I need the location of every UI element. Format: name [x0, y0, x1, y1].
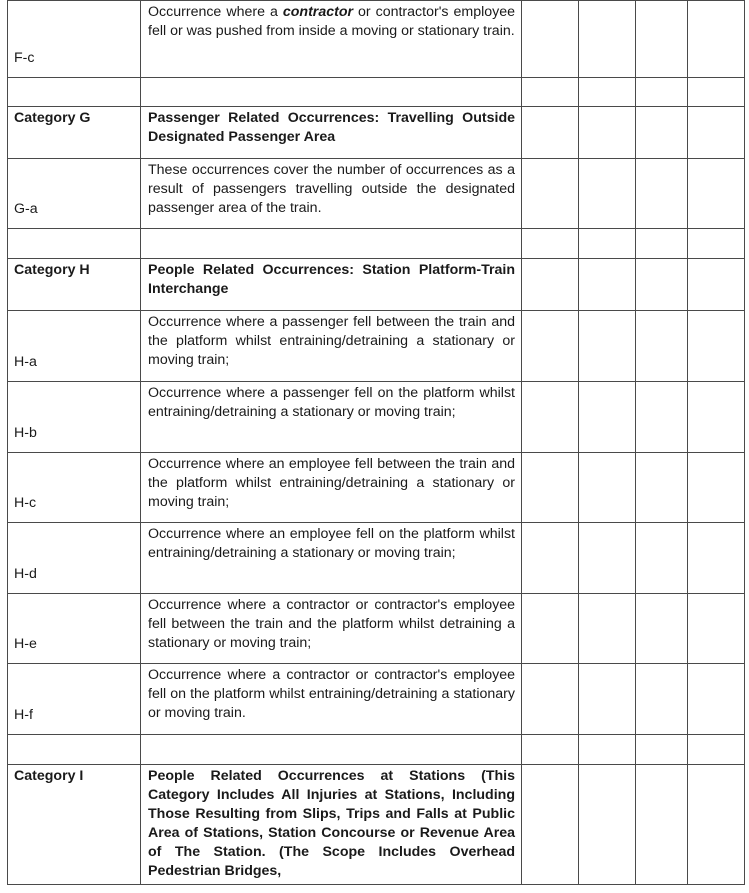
category-title: Passenger Related Occurrences: Travelling Outside Designated Passenger Area	[148, 110, 515, 145]
category-title-cell	[141, 259, 522, 311]
row-description: Occurrence where a passenger fell on the platform whilst entraining/detraining a stationary or moving train;	[148, 385, 515, 420]
row-code-cell	[8, 382, 141, 453]
blank-cell	[522, 735, 579, 765]
row-code: G-a	[14, 201, 38, 217]
row-code: F-c	[14, 50, 35, 66]
row-description-cell	[141, 311, 522, 382]
row-description-cell	[141, 382, 522, 453]
row-description: Occurrence where a passenger fell between the train and the platform whilst entraining/detraining a stationary or moving train;	[148, 314, 515, 368]
spacer-row	[8, 735, 745, 765]
row-code-cell	[8, 311, 141, 382]
row-code-cell	[8, 453, 141, 523]
blank-cell	[141, 229, 522, 259]
row-code-cell	[8, 664, 141, 735]
category-title-cell	[141, 765, 522, 885]
blank-cell	[579, 382, 636, 453]
row-code: H-e	[14, 636, 37, 652]
blank-cell	[636, 311, 688, 382]
row-description-cell	[141, 453, 522, 523]
table-row	[8, 453, 745, 523]
spacer-row	[8, 78, 745, 107]
row-code: H-f	[14, 707, 33, 723]
table-row	[8, 382, 745, 453]
blank-cell	[579, 311, 636, 382]
blank-cell	[636, 78, 688, 107]
blank-cell	[522, 1, 579, 78]
blank-cell	[579, 523, 636, 594]
row-description-cell	[141, 664, 522, 735]
row-code: H-c	[14, 495, 37, 511]
blank-cell	[522, 664, 579, 735]
blank-cell	[688, 523, 745, 594]
category-row	[8, 107, 745, 159]
row-description: Occurrence where a contractor or contractor's employee fell on the platform whilst entraining/detraining a stationary or moving train.	[148, 667, 515, 721]
category-code-cell	[8, 259, 141, 311]
category-code: Category G	[14, 110, 91, 126]
blank-cell	[688, 78, 745, 107]
blank-cell	[141, 735, 522, 765]
blank-cell	[579, 259, 636, 311]
blank-cell	[688, 229, 745, 259]
blank-cell	[688, 259, 745, 311]
category-code-cell	[8, 107, 141, 159]
blank-cell	[636, 382, 688, 453]
blank-cell	[688, 453, 745, 523]
table-row	[8, 523, 745, 594]
blank-cell	[636, 259, 688, 311]
row-code-cell	[8, 594, 141, 664]
blank-cell	[579, 159, 636, 229]
category-code: Category I	[14, 768, 84, 784]
blank-cell	[8, 78, 141, 107]
row-description: Occurrence where a contractor or contractor's employee fell between the train and the platform whilst detraining a stationary or moving train;	[148, 597, 515, 651]
blank-cell	[688, 664, 745, 735]
table-row	[8, 311, 745, 382]
blank-cell	[688, 311, 745, 382]
blank-cell	[636, 159, 688, 229]
row-code-cell	[8, 159, 141, 229]
category-row	[8, 765, 745, 885]
blank-cell	[688, 382, 745, 453]
row-description: These occurrences cover the number of occurrences as a result of passengers travelling outside the designated passenger area of the train.	[148, 162, 515, 216]
blank-cell	[522, 453, 579, 523]
blank-cell	[636, 1, 688, 78]
blank-cell	[579, 594, 636, 664]
blank-cell	[636, 453, 688, 523]
blank-cell	[636, 107, 688, 159]
category-row	[8, 259, 745, 311]
blank-cell	[636, 594, 688, 664]
blank-cell	[522, 382, 579, 453]
blank-cell	[522, 159, 579, 229]
table-row	[8, 664, 745, 735]
row-description-cell	[141, 594, 522, 664]
row-description-cell	[141, 159, 522, 229]
row-code: H-b	[14, 425, 37, 441]
blank-cell	[8, 735, 141, 765]
row-code: H-a	[14, 354, 37, 370]
row-code-cell	[8, 523, 141, 594]
blank-cell	[579, 664, 636, 735]
blank-cell	[688, 159, 745, 229]
row-description-end: or contractor's employee fell or was pushed from inside a moving or stationary train.	[148, 4, 516, 39]
blank-cell	[522, 107, 579, 159]
blank-cell	[522, 78, 579, 107]
blank-cell	[579, 735, 636, 765]
blank-cell	[688, 107, 745, 159]
blank-cell	[522, 765, 579, 885]
row-code: H-d	[14, 566, 37, 582]
blank-cell	[636, 229, 688, 259]
blank-cell	[688, 1, 745, 78]
category-code-cell	[8, 765, 141, 885]
occurrence-category-table	[7, 0, 745, 885]
blank-cell	[579, 1, 636, 78]
table-row	[8, 159, 745, 229]
category-title-cell	[141, 107, 522, 159]
blank-cell	[688, 765, 745, 885]
blank-cell	[141, 78, 522, 107]
row-description-start: Occurrence where a	[148, 4, 283, 20]
blank-cell	[8, 229, 141, 259]
table-row	[8, 1, 745, 78]
blank-cell	[522, 229, 579, 259]
blank-cell	[522, 259, 579, 311]
blank-cell	[636, 523, 688, 594]
spacer-row	[8, 229, 745, 259]
category-title: People Related Occurrences: Station Platform-Train Interchange	[148, 262, 515, 297]
blank-cell	[688, 735, 745, 765]
blank-cell	[688, 594, 745, 664]
blank-cell	[579, 765, 636, 885]
blank-cell	[579, 229, 636, 259]
blank-cell	[522, 523, 579, 594]
blank-cell	[579, 78, 636, 107]
row-code-cell	[8, 1, 141, 78]
row-description-emphasis: contractor	[282, 4, 354, 20]
row-description: Occurrence where an employee fell on the platform whilst entraining/detraining a stationary or moving train;	[148, 526, 515, 561]
row-description-cell	[141, 1, 522, 78]
blank-cell	[636, 735, 688, 765]
blank-cell	[636, 664, 688, 735]
table-row	[8, 594, 745, 664]
blank-cell	[579, 107, 636, 159]
blank-cell	[522, 594, 579, 664]
category-code: Category H	[14, 262, 90, 278]
blank-cell	[522, 311, 579, 382]
row-description-cell	[141, 523, 522, 594]
blank-cell	[579, 453, 636, 523]
category-title: People Related Occurrences at Stations (This Category Includes All Injuries at Stations, Including Those Resulting from Slips, Trips and Falls at Public Area of Stations, Station Concourse or Revenue Area of The Station. (The Scope Includes Overhead Pedestrian Bridges,	[148, 768, 515, 879]
row-description: Occurrence where an employee fell between the train and the platform whilst entraining/detraining a stationary or moving train;	[148, 456, 515, 510]
blank-cell	[636, 765, 688, 885]
